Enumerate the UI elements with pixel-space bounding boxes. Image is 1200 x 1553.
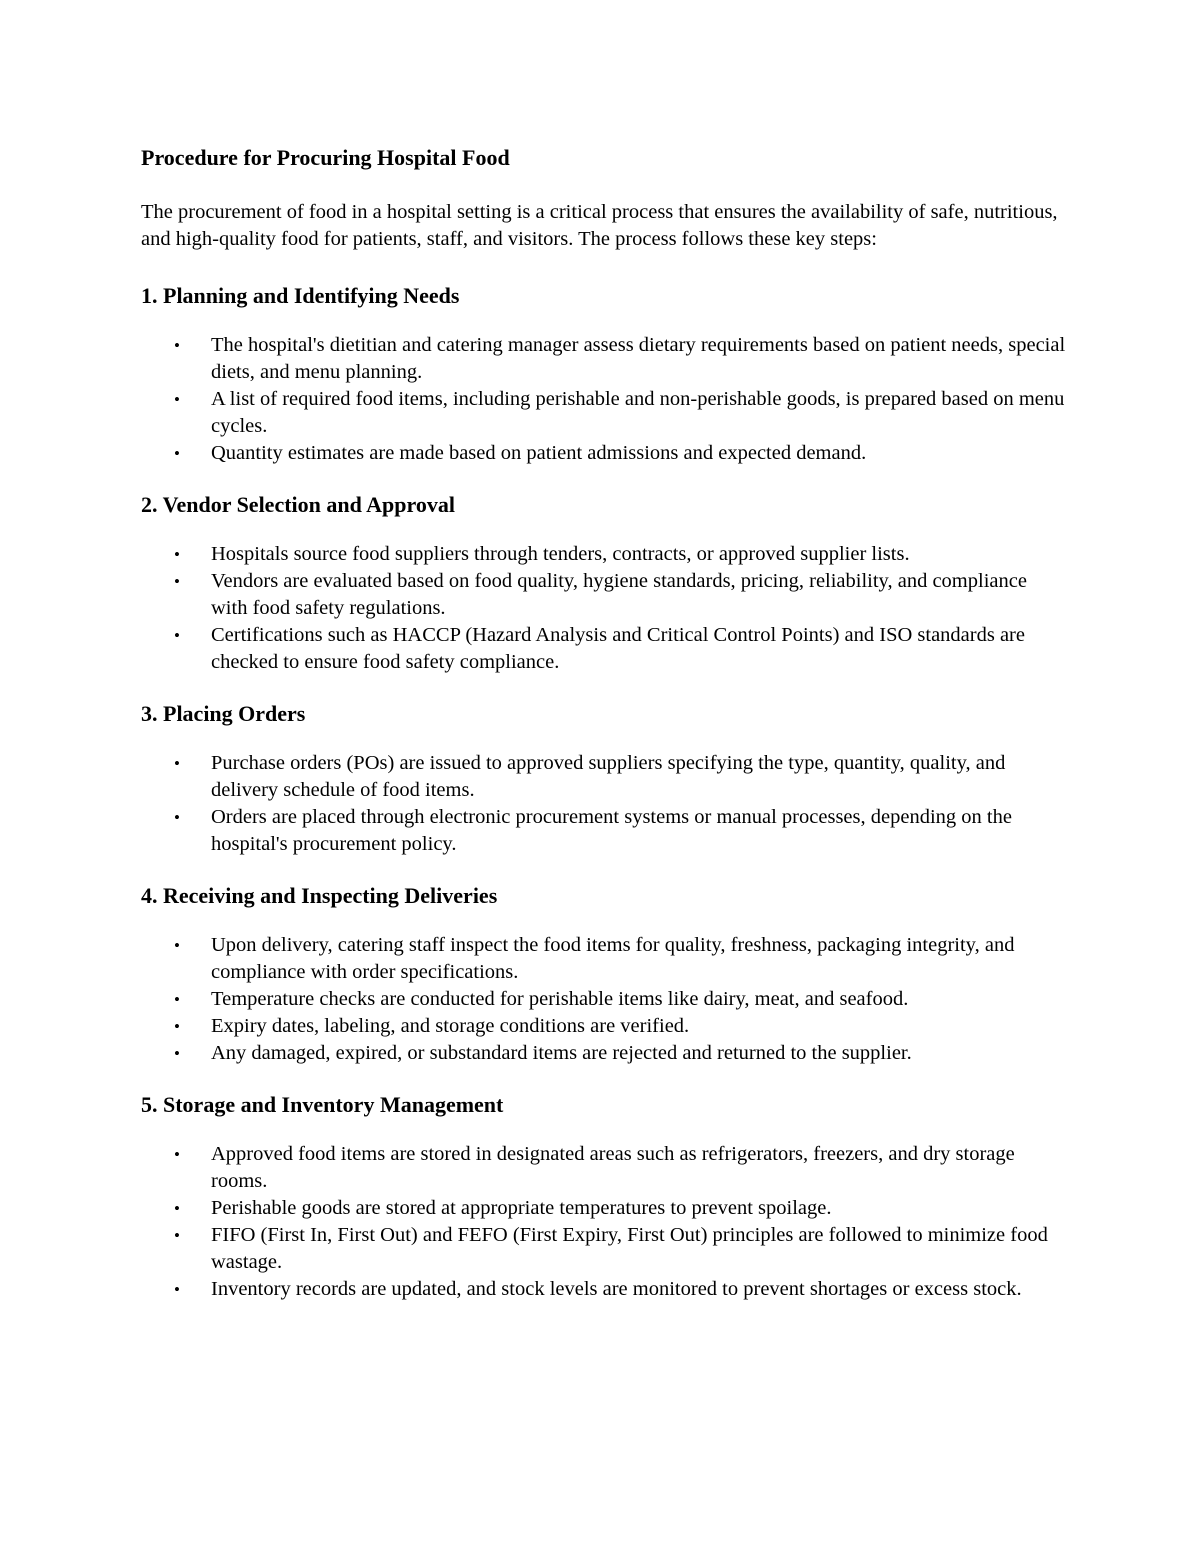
list-item <box>141 1276 1066 1303</box>
bullet-icon: • <box>174 390 180 409</box>
section-vendor-selection <box>141 489 1066 676</box>
bullet-icon: • <box>174 545 180 564</box>
list-item-text: Approved food items are stored in designated areas such as refrigerators, freezers, and dry storage rooms. <box>211 1143 1015 1192</box>
list-item-text: Inventory records are updated, and stock levels are monitored to prevent shortages or excess stock. <box>211 1278 1022 1300</box>
list-item-text: Certifications such as HACCP (Hazard Analysis and Critical Control Points) and ISO standards are checked to ensure food safety compliance. <box>211 624 1025 673</box>
list-item-text: Vendors are evaluated based on food quality, hygiene standards, pricing, reliability, and compliance with food safety regulations. <box>211 570 1027 619</box>
list-item <box>141 986 1066 1013</box>
list-item-text: Hospitals source food suppliers through tenders, contracts, or approved supplier lists. <box>211 543 910 565</box>
section-storage <box>141 1089 1066 1303</box>
section-heading: 1. Planning and Identifying Needs <box>141 283 460 308</box>
list-item <box>141 622 1066 676</box>
bullet-icon: • <box>174 1280 180 1299</box>
bullet-icon: • <box>174 1044 180 1063</box>
list-item <box>141 1222 1066 1276</box>
bullet-list <box>141 541 1066 676</box>
list-item <box>141 332 1066 386</box>
bullet-list <box>141 932 1066 1067</box>
list-item-text: The hospital's dietitian and catering manager assess dietary requirements based on patient needs, special diets, and menu planning. <box>211 334 1066 383</box>
bullet-icon: • <box>174 1199 180 1218</box>
bullet-list <box>141 750 1066 858</box>
list-item <box>141 932 1066 986</box>
list-item <box>141 440 1066 467</box>
bullet-icon: • <box>174 754 180 773</box>
page-title: Procedure for Procuring Hospital Food <box>141 145 510 170</box>
section-placing-orders <box>141 698 1066 858</box>
bullet-icon: • <box>174 626 180 645</box>
section-heading: 2. Vendor Selection and Approval <box>141 492 455 517</box>
bullet-icon: • <box>174 990 180 1009</box>
list-item-text: Quantity estimates are made based on patient admissions and expected demand. <box>211 442 867 464</box>
list-item <box>141 386 1066 440</box>
bullet-list <box>141 1141 1066 1303</box>
bullet-icon: • <box>174 936 180 955</box>
bullet-icon: • <box>174 336 180 355</box>
bullet-icon: • <box>174 808 180 827</box>
intro-paragraph: The procurement of food in a hospital setting is a critical process that ensures the availability of safe, nutritious, and high-quality food for patients, staff, and visitors. The process follows these key steps: <box>141 201 1058 250</box>
list-item <box>141 804 1066 858</box>
bullet-icon: • <box>174 444 180 463</box>
bullet-icon: • <box>174 1145 180 1164</box>
bullet-list <box>141 332 1066 467</box>
section-heading: 4. Receiving and Inspecting Deliveries <box>141 883 498 908</box>
list-item <box>141 1141 1066 1195</box>
bullet-icon: • <box>174 1017 180 1036</box>
list-item-text: Expiry dates, labeling, and storage conditions are verified. <box>211 1015 690 1037</box>
list-item-text: Any damaged, expired, or substandard items are rejected and returned to the supplier. <box>211 1042 912 1064</box>
bullet-icon: • <box>174 572 180 591</box>
list-item-text: Temperature checks are conducted for perishable items like dairy, meat, and seafood. <box>211 988 909 1010</box>
list-item-text: Purchase orders (POs) are issued to approved suppliers specifying the type, quantity, quality, and delivery schedule of food items. <box>211 752 1006 801</box>
list-item-text: Upon delivery, catering staff inspect the food items for quality, freshness, packaging integrity, and compliance with order specifications. <box>211 934 1015 983</box>
list-item <box>141 568 1066 622</box>
list-item <box>141 1195 1066 1222</box>
section-planning <box>141 280 1066 467</box>
list-item <box>141 1013 1066 1040</box>
list-item <box>141 750 1066 804</box>
list-item-text: FIFO (First In, First Out) and FEFO (First Expiry, First Out) principles are followed to minimize food wastage. <box>211 1224 1048 1273</box>
list-item <box>141 541 1066 568</box>
bullet-icon: • <box>174 1226 180 1245</box>
section-heading: 3. Placing Orders <box>141 701 306 726</box>
list-item <box>141 1040 1066 1067</box>
document-body <box>141 142 1066 1325</box>
section-receiving <box>141 880 1066 1067</box>
list-item-text: Perishable goods are stored at appropriate temperatures to prevent spoilage. <box>211 1197 832 1219</box>
list-item-text: A list of required food items, including perishable and non-perishable goods, is prepared based on menu cycles. <box>211 388 1065 437</box>
section-heading: 5. Storage and Inventory Management <box>141 1092 504 1117</box>
list-item-text: Orders are placed through electronic procurement systems or manual processes, depending on the hospital's procurement policy. <box>211 806 1012 855</box>
